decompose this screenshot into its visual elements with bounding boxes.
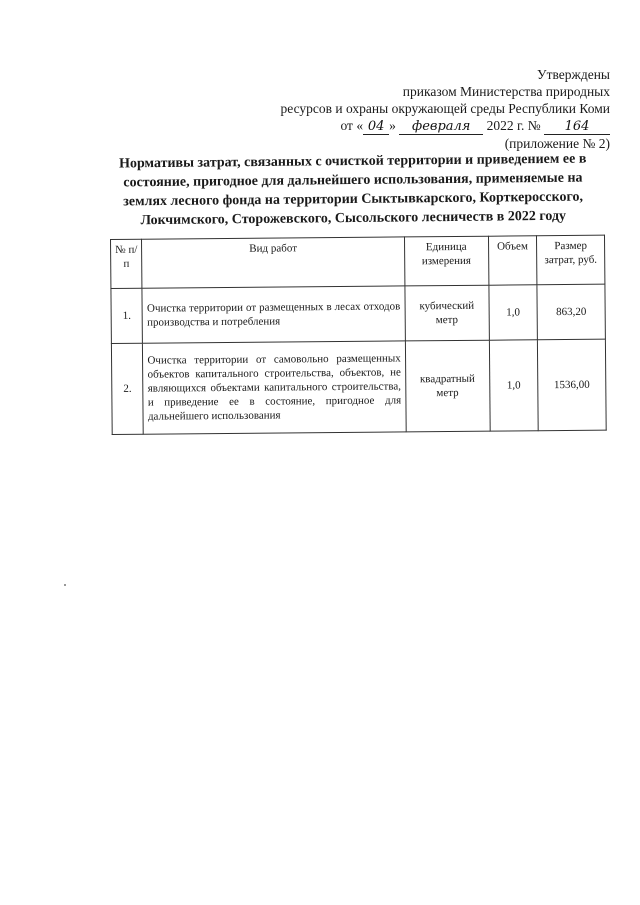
handwritten-day: 04	[363, 120, 389, 135]
table-row	[111, 339, 606, 434]
row-unit: квадратный метр	[405, 340, 490, 432]
row-volume: 1,0	[489, 285, 538, 340]
approval-date-line	[190, 117, 610, 135]
handwritten-order-number: 164	[544, 120, 610, 135]
row-work-type: Очистка территории от размещенных в лесах отходов производства и потребления	[142, 286, 405, 343]
row-unit: кубический метр	[405, 285, 489, 341]
approval-ministry-line: приказом Министерства природных	[402, 84, 610, 99]
approval-heading: Утверждены	[537, 67, 610, 82]
row-work-type: Очистка территории от самовольно размещенных объектов капитального строительства, объектов, не являющихся объектами капитального строительства, и приведение ее в состояние, пригодное для дальнейшего использования	[143, 341, 406, 434]
row-number: 2.	[111, 343, 143, 434]
date-year: 2022 г. №	[486, 118, 541, 133]
date-close-quote: »	[389, 118, 396, 133]
norms-table	[110, 235, 607, 435]
approval-block	[190, 66, 610, 152]
approval-ministry-line-2: ресурсов и охраны окружающей среды Республики Коми	[280, 101, 610, 116]
row-number: 1.	[111, 288, 143, 343]
row-cost: 863,20	[537, 284, 605, 340]
date-prefix: от «	[340, 118, 364, 133]
header-unit: Единица измерения	[404, 236, 488, 286]
handwritten-month: февраля	[399, 120, 483, 135]
table-row	[111, 284, 605, 343]
table-header-row	[111, 235, 605, 288]
header-work-type: Вид работ	[142, 237, 405, 288]
header-number: № п/п	[111, 239, 143, 288]
scan-speck	[64, 584, 66, 586]
row-volume: 1,0	[489, 340, 538, 431]
header-cost: Размер затрат, руб.	[537, 235, 605, 285]
document-title: Нормативы затрат, связанных с очисткой территории и приведением ее в состояние, пригодное для дальнейшего использования, применяемые на землях лесного фонда на территории Сыктывкарского, Корткеросского, Локчимского, Сторожевского, Сысольского лесничеств в 2022 году	[118, 151, 587, 229]
header-volume: Объем	[488, 236, 537, 285]
appendix-label: (приложение № 2)	[504, 136, 610, 151]
row-cost: 1536,00	[538, 339, 607, 431]
